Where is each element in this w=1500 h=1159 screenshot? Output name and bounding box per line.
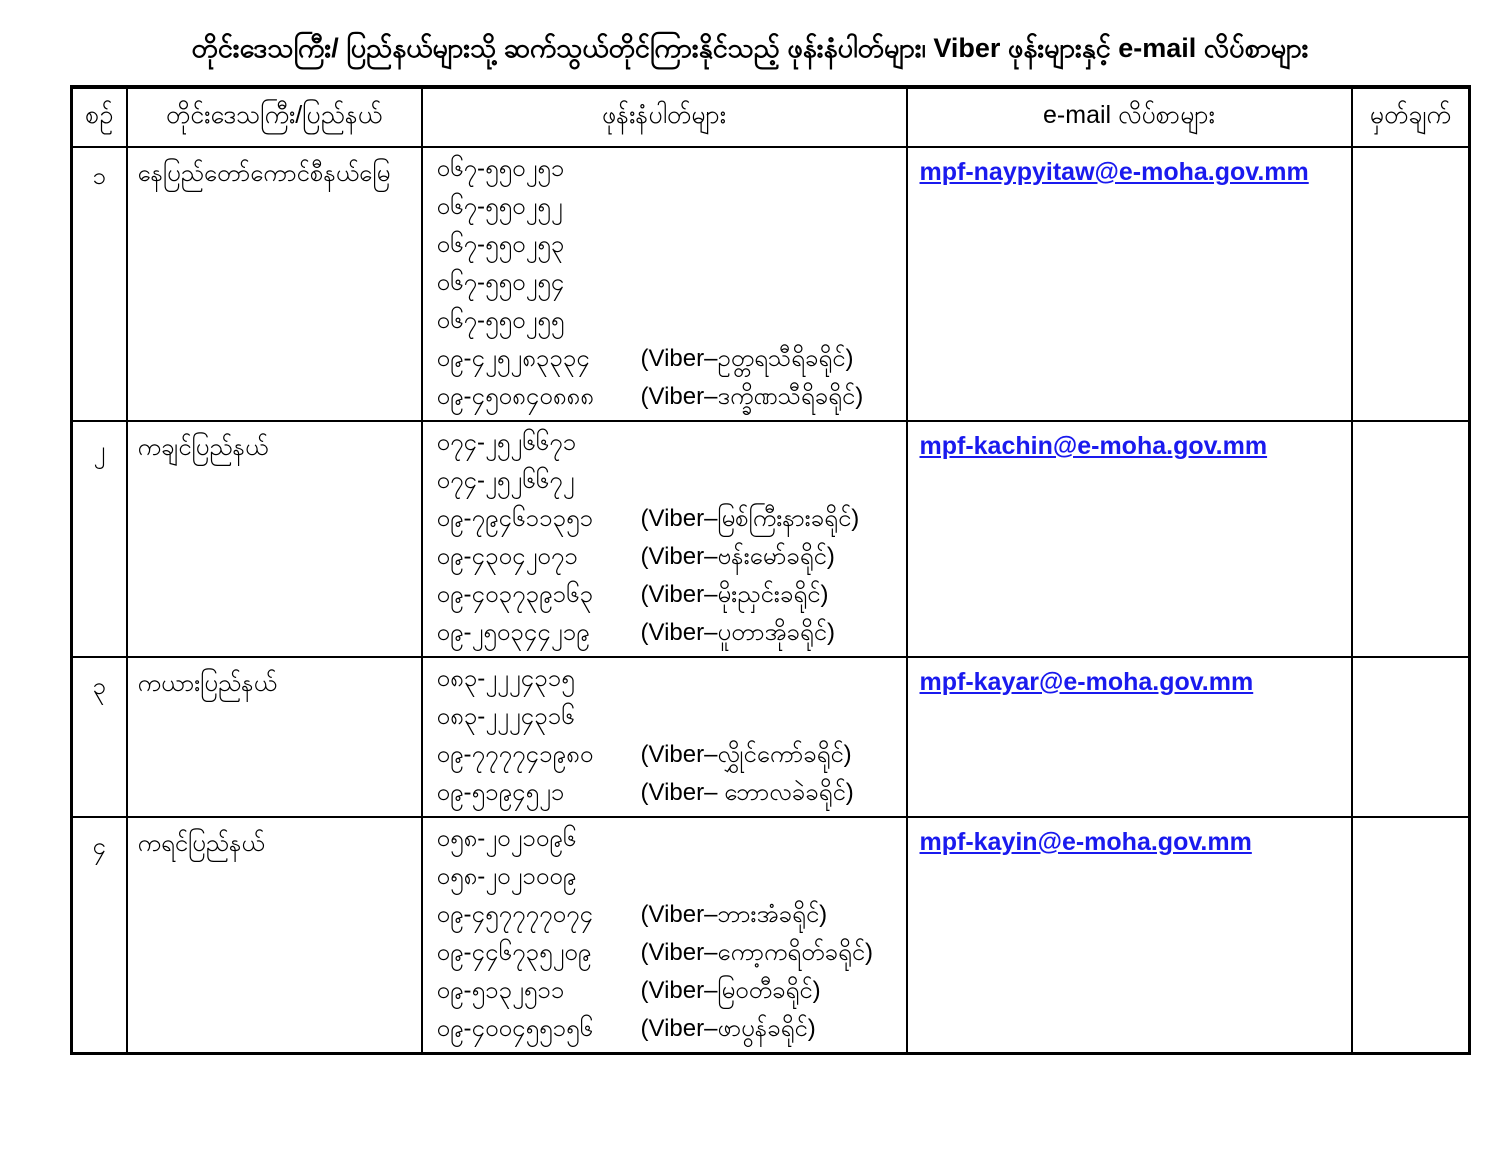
- phone-line: [437, 935, 906, 973]
- viber-label: (Viber–ဗန်းမော်ခရိုင်): [640, 543, 835, 570]
- viber-label: (Viber–မြစ်ကြီးနားခရိုင်): [640, 505, 860, 532]
- table-row: [72, 421, 1470, 657]
- viber-label: (Viber–မြဝတီခရိုင်): [640, 977, 821, 1004]
- phone-line: [437, 265, 906, 303]
- phone-list: [422, 817, 907, 1054]
- table-row: [72, 657, 1470, 817]
- phone-line: [437, 577, 906, 615]
- phone-line: [437, 737, 906, 775]
- table-row: [72, 147, 1470, 421]
- phone-line: [437, 859, 906, 897]
- phone-line: [437, 1011, 906, 1049]
- phone-number: ၀၆၇-၅၅၀၂၅၄: [436, 269, 565, 296]
- phone-number: ၀၉-၇၉၄၆၁၁၃၅၁: [436, 505, 593, 532]
- phone-number: ၀၅၈-၂၀၂၁၀၉၆: [436, 825, 577, 852]
- phone-line: [437, 539, 906, 577]
- row-number: ၂: [72, 421, 127, 657]
- phone-number: ၀၉-၄၂၅၂၈၃၃၃၄: [436, 345, 590, 372]
- phone-line: [437, 775, 906, 813]
- phone-number: ၀၉-၅၁၉၄၅၂၁: [436, 779, 565, 806]
- remark-cell: [1352, 657, 1470, 817]
- phone-number: ၀၆၇-၅၅၀၂၅၁: [436, 155, 565, 182]
- contact-table: [70, 85, 1471, 1055]
- email-cell: [907, 657, 1352, 817]
- phone-line: [437, 821, 906, 859]
- phone-list: [422, 147, 907, 421]
- viber-label: (Viber–ကော့ကရိတ်ခရိုင်): [640, 939, 874, 966]
- phone-line: [437, 189, 906, 227]
- header-email: e-mail လိပ်စာများ: [907, 87, 1352, 147]
- phone-number: ၀၇၄-၂၅၂၆၆၇၁: [436, 429, 577, 456]
- remark-cell: [1352, 421, 1470, 657]
- phone-line: [437, 425, 906, 463]
- phone-list: [422, 657, 907, 817]
- phone-number: ၀၉-၄၅၀၈၄၀၈၈၈: [436, 383, 594, 410]
- phone-number: ၀၈၃-၂၂၂၄၃၁၆: [436, 703, 575, 730]
- row-number: ၄: [72, 817, 127, 1054]
- phone-number: ၀၈၃-၂၂၂၄၃၁၅: [436, 665, 575, 692]
- table-header-row: [72, 87, 1470, 147]
- viber-label: (Viber–ဒက္ခိဏသီရိခရိုင်): [640, 383, 864, 410]
- region-name: ကယားပြည်နယ်: [127, 657, 422, 817]
- viber-label: (Viber–ဥတ္တရသီရိခရိုင်): [640, 345, 854, 372]
- phone-line: [437, 227, 906, 265]
- header-no: စဉ်: [72, 87, 127, 147]
- remark-cell: [1352, 817, 1470, 1054]
- region-name: ကချင်ပြည်နယ်: [127, 421, 422, 657]
- viber-label: (Viber–ဖာပွန်ခရိုင်): [640, 1015, 816, 1042]
- phone-line: [437, 303, 906, 341]
- header-region: တိုင်းဒေသကြီး/ပြည်နယ်: [127, 87, 422, 147]
- phone-line: [437, 615, 906, 653]
- table-row: [72, 817, 1470, 1054]
- phone-line: [437, 661, 906, 699]
- phone-line: [437, 151, 906, 189]
- phone-number: ၀၇၄-၂၅၂၆၆၇၂: [436, 467, 575, 494]
- email-link[interactable]: mpf-kayin@e-moha.gov.mm: [919, 828, 1252, 856]
- viber-label: (Viber–ပူတာအိုခရိုင်): [640, 619, 835, 646]
- phone-number: ၀၅၈-၂၀၂၁၀၀၉: [436, 863, 577, 890]
- phone-line: [437, 463, 906, 501]
- phone-line: [437, 973, 906, 1011]
- phone-line: [437, 379, 906, 417]
- phone-number: ၀၉-၇၇၇၇၄၁၉၈၀: [436, 741, 594, 768]
- email-link[interactable]: mpf-kayar@e-moha.gov.mm: [919, 668, 1254, 696]
- email-cell: [907, 421, 1352, 657]
- phone-number: ၀၉-၄၀၀၄၅၅၁၅၆: [436, 1015, 593, 1042]
- email-link[interactable]: mpf-kachin@e-moha.gov.mm: [919, 432, 1268, 460]
- phone-number: ၀၉-၄၃၀၄၂၀၇၁: [436, 543, 578, 570]
- header-remark: မှတ်ချက်: [1352, 87, 1470, 147]
- email-link[interactable]: mpf-naypyitaw@e-moha.gov.mm: [919, 158, 1309, 186]
- phone-line: [437, 341, 906, 379]
- viber-label: (Viber–လွှိုင်ကော်ခရိုင်): [640, 741, 852, 768]
- phone-number: ၀၉-၄၀၃၇၃၉၁၆၃: [436, 581, 593, 608]
- phone-line: [437, 897, 906, 935]
- phone-number: ၀၆၇-၅၅၀၂၅၃: [436, 231, 565, 258]
- phone-number: ၀၉-၄၄၆၇၃၅၂၀၉: [436, 939, 592, 966]
- viber-label: (Viber–ဘားအံခရိုင်): [640, 901, 828, 928]
- region-name: နေပြည်တော်ကောင်စီနယ်မြေ: [127, 147, 422, 421]
- phone-number: ၀၆၇-၅၅၀၂၅၅: [436, 307, 565, 334]
- viber-label: (Viber– ဘောလခဲခရိုင်): [640, 779, 854, 806]
- phone-number: ၀၆၇-၅၅၀၂၅၂: [436, 193, 563, 220]
- email-cell: [907, 147, 1352, 421]
- page-title: တိုင်းဒေသကြီး/ ပြည်နယ်များသို့ ဆက်သွယ်တိုင်ကြားနိုင်သည့် ဖုန်းနံပါတ်များ၊ Viber ဖုန်းများနှင့် e-mail လိပ်စာများ: [191, 33, 1309, 63]
- header-phones: ဖုန်းနံပါတ်များ: [422, 87, 907, 147]
- phone-number: ၀၉-၅၁၃၂၅၁၁: [436, 977, 565, 1004]
- phone-number: ၀၉-၄၅၇၇၇၇၀၇၄: [436, 901, 593, 928]
- email-cell: [907, 817, 1352, 1054]
- phone-list: [422, 421, 907, 657]
- remark-cell: [1352, 147, 1470, 421]
- row-number: ၁: [72, 147, 127, 421]
- viber-label: (Viber–မိုးညှင်းခရိုင်): [640, 581, 829, 608]
- region-name: ကရင်ပြည်နယ်: [127, 817, 422, 1054]
- phone-line: [437, 699, 906, 737]
- phone-number: ၀၉-၂၅၀၃၄၄၂၁၉: [436, 619, 590, 646]
- row-number: ၃: [72, 657, 127, 817]
- phone-line: [437, 501, 906, 539]
